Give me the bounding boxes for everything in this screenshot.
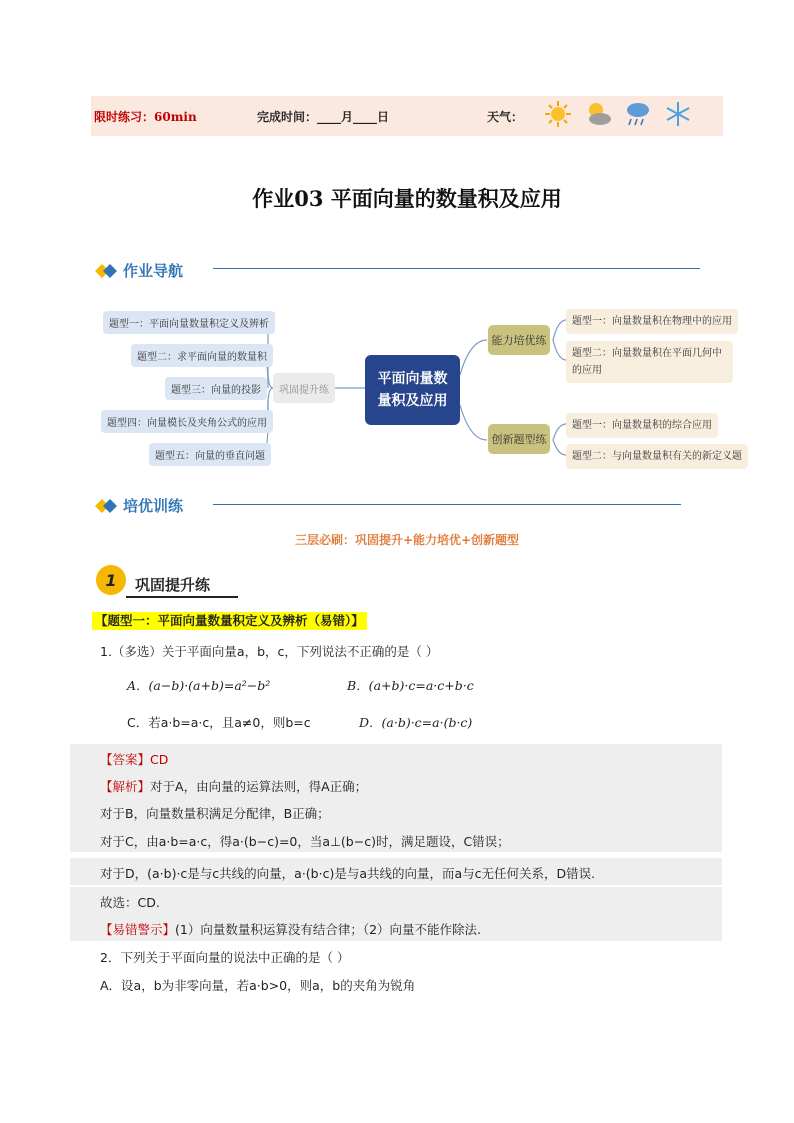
subtitle: 三层必刷：巩固提升+能力培优+创新题型 bbox=[294, 533, 520, 547]
analysis-line-1 bbox=[100, 777, 367, 795]
q1-option-a: A．(a−b)·(a+b)=a²−b² bbox=[127, 678, 271, 693]
analysis-bg bbox=[70, 887, 722, 914]
q1-option-c: C．若a·b=a·c，且a≠0，则b=c bbox=[127, 715, 311, 730]
q1-option-b: B．(a+b)·c=a·c+b·c bbox=[347, 678, 474, 693]
q2-stem: 2．下列关于平面向量的说法中正确的是（ ） bbox=[100, 950, 350, 965]
nav-heading-text: 作业导航 bbox=[123, 262, 184, 280]
mindmap-left-item-3: 题型三：向量的投影 bbox=[165, 377, 267, 400]
mindmap-center bbox=[365, 355, 460, 425]
time-limit: 限时练习：60min bbox=[94, 110, 197, 124]
analysis-tag: 【解析】 bbox=[100, 779, 151, 794]
section-label: 巩固提升练 bbox=[135, 576, 211, 594]
mindmap-right-top-item-2: 题型二：向量数量积在平面几何中的应用 bbox=[566, 341, 733, 383]
train-heading-text: 培优训练 bbox=[123, 497, 184, 515]
weather-label: 天气： bbox=[487, 110, 524, 124]
train-heading bbox=[95, 495, 183, 516]
completion-time: 完成时间：____月____日 bbox=[257, 110, 390, 124]
mindmap-right-top: 能力培优练 bbox=[488, 325, 550, 355]
mindmap-right-top-item-1: 题型一：向量数量积在物理中的应用 bbox=[566, 309, 738, 334]
mindmap-left-item-5: 题型五：向量的垂直问题 bbox=[149, 443, 271, 466]
divider bbox=[213, 504, 681, 505]
section-number-badge: 1 bbox=[96, 565, 126, 595]
analysis-line-2: 对于B，向量数量积满足分配律，B正确； bbox=[100, 806, 330, 821]
page-title: 作业03 平面向量的数量积及应用 bbox=[252, 186, 562, 211]
warning-tag: 【易错警示】 bbox=[100, 922, 176, 937]
mindmap-left-item-2: 题型二：求平面向量的数量积 bbox=[131, 344, 273, 367]
diamond-icon bbox=[95, 499, 117, 513]
question-type-heading: 【题型一：平面向量数量积定义及辨析（易错）】 bbox=[92, 612, 367, 630]
center-line-2: 量积及应用 bbox=[377, 393, 448, 409]
section-underline bbox=[126, 596, 238, 598]
q1-option-d: D．(a·b)·c=a·(b·c) bbox=[359, 715, 473, 730]
analysis-text: 对于A，由向量的运算法则，得A正确； bbox=[150, 779, 368, 794]
warning-line bbox=[100, 920, 481, 938]
warning-text: (1）向量数量积运算没有结合律；（2）向量不能作除法. bbox=[175, 922, 482, 937]
q2-option-a: A．设a，b为非零向量，若a·b>0，则a，b的夹角为锐角 bbox=[100, 978, 416, 993]
mindmap-right-bottom: 创新题型练 bbox=[488, 424, 550, 454]
mindmap-left-item-4: 题型四：向量模长及夹角公式的应用 bbox=[101, 410, 273, 433]
analysis-line-5: 故选：CD. bbox=[100, 895, 160, 910]
mindmap-left-item-1: 题型一：平面向量数量积定义及辨析 bbox=[103, 311, 275, 334]
answer-tag: 【答案】 bbox=[100, 752, 151, 767]
answer-line bbox=[100, 750, 168, 768]
mindmap-left-mid: 巩固提升练 bbox=[273, 373, 335, 403]
mindmap-right-bottom-item-2: 题型二：与向量数量积有关的新定义题 bbox=[566, 444, 748, 469]
center-line-1: 平面向量数 bbox=[377, 371, 448, 387]
answer-text: CD bbox=[150, 752, 169, 767]
q1-stem: 1.（多选）关于平面向量a，b，c，下列说法不正确的是（ ） bbox=[100, 644, 439, 659]
analysis-line-4: 对于D，(a·b)·c是与c共线的向量，a·(b·c)是与a共线的向量，而a与c无任何关系，D错误. bbox=[100, 866, 596, 881]
mindmap-right-bottom-item-1: 题型一：向量数量积的综合应用 bbox=[566, 413, 718, 438]
analysis-line-3: 对于C，由a·b=a·c，得a·(b−c)=0，当a⊥(b−c)时，满足题设，C错误； bbox=[100, 834, 510, 849]
